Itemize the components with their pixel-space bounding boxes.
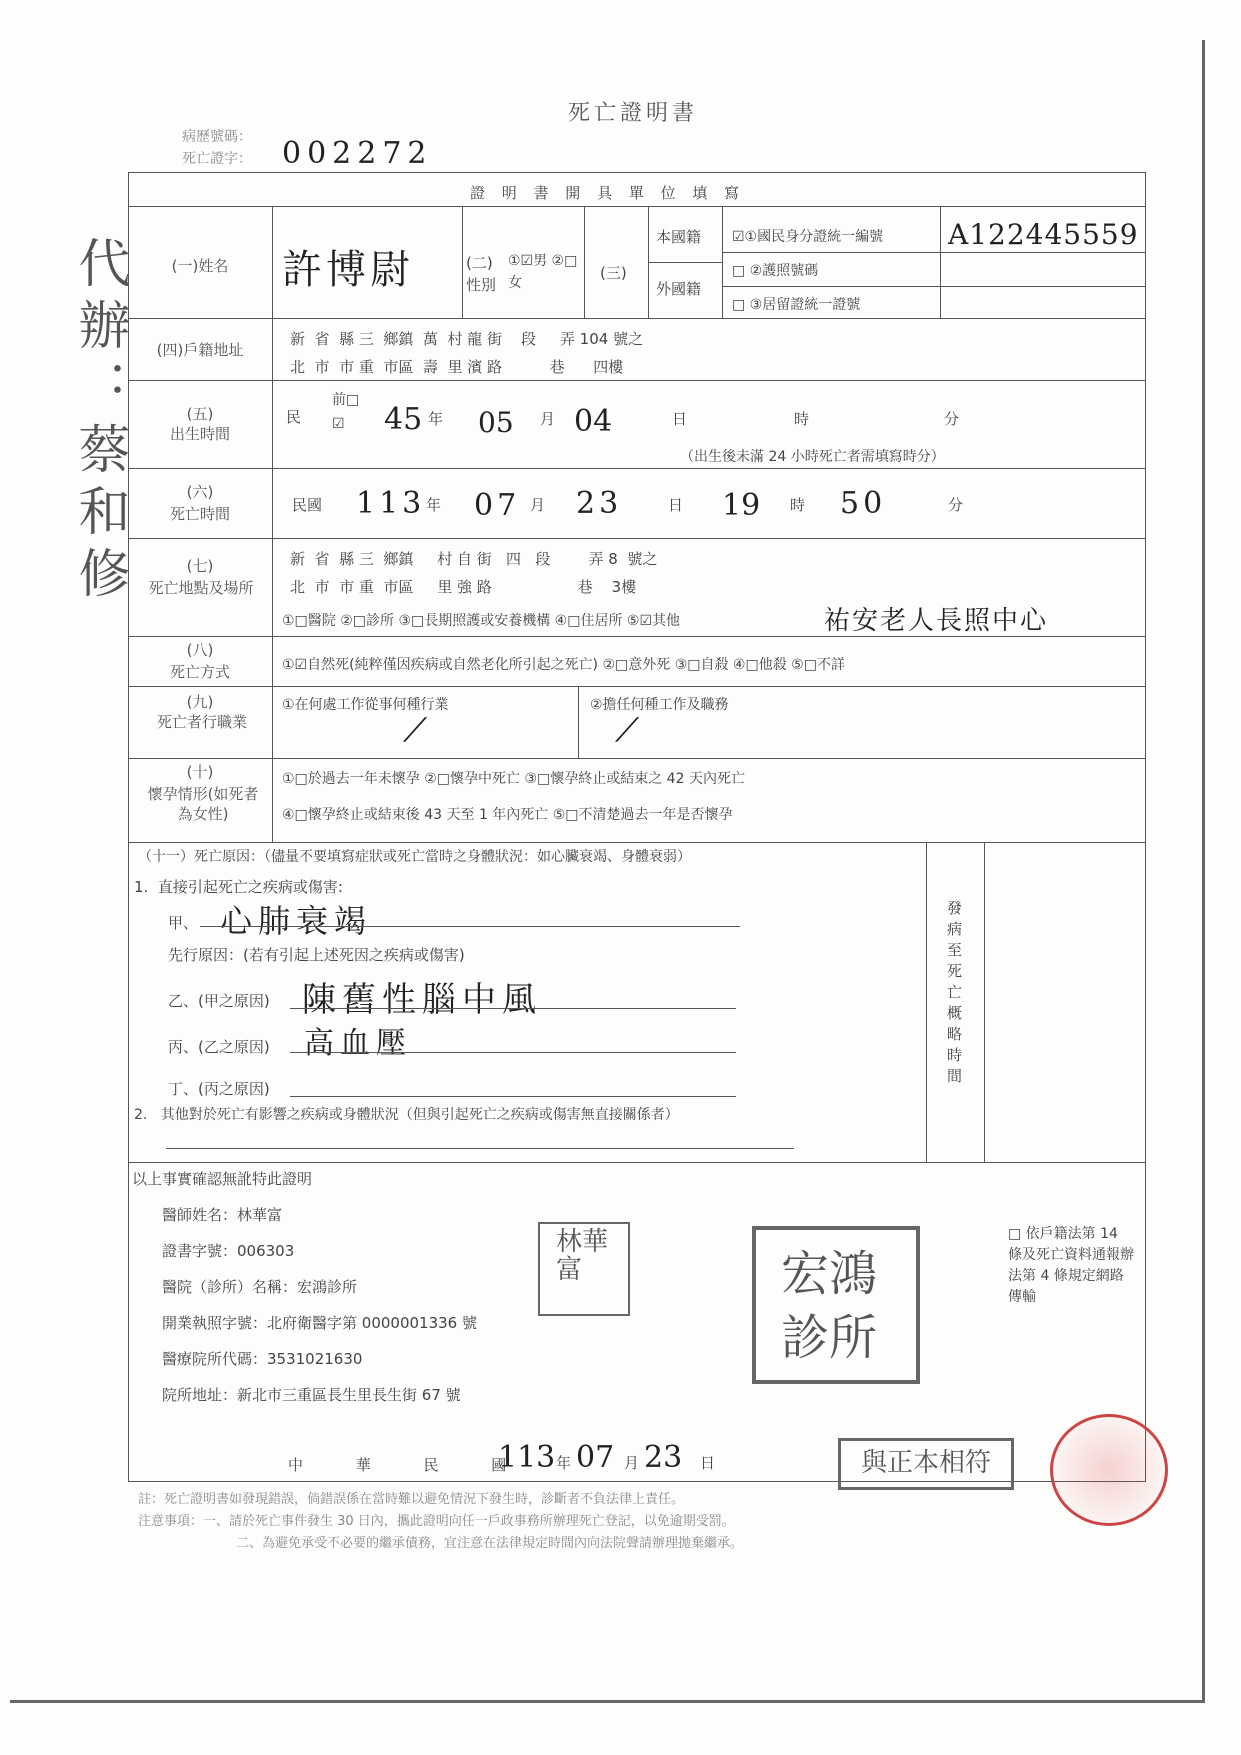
death-month: 07 — [474, 488, 521, 523]
issue-date-prefix: 中 華 民 國 — [288, 1456, 531, 1474]
death-place-line-2: 北 市 市 重 市區 里 強 路 巷 3樓 — [290, 578, 637, 596]
name-value: 許博尉 — [282, 247, 414, 293]
birth-month-unit: 月 — [540, 410, 556, 428]
manner-label: 死亡方式 — [169, 663, 230, 681]
cause-prior: 先行原因：(若有引起上述死因之疾病或傷害) — [168, 946, 465, 964]
certificate-no-value: 002272 — [282, 136, 433, 171]
doctor-name: 醫師姓名：林華富 — [162, 1206, 283, 1224]
issue-date-year-unit: 年 — [556, 1454, 572, 1472]
occupation-label: 死亡者行職業 — [156, 713, 247, 731]
birth-year: 45 — [384, 402, 423, 437]
cause-interval-label: 發病至死亡概略時間 — [945, 900, 963, 1089]
birth-minute-unit: 分 — [944, 410, 960, 428]
pregnancy-line-1: ①□於過去一年未懷孕 ②□懷孕中死亡 ③□懷孕終止或結束之 42 天內死亡 — [282, 771, 745, 787]
clinic-name: 醫院（診所）名稱：宏鴻診所 — [162, 1278, 358, 1296]
death-month-unit: 月 — [530, 496, 546, 514]
pregnancy-line-2: ④□懷孕終止或結束後 43 天至 1 年內死亡 ⑤□不清楚過去一年是否懷孕 — [282, 807, 733, 823]
cause-d-label: 丁、(丙之原因) — [168, 1080, 270, 1098]
death-day-unit: 日 — [668, 496, 684, 514]
death-time-label-no: (六) — [186, 483, 214, 501]
true-copy-stamp-text: 與正本相符 — [860, 1448, 991, 1478]
birth-label-no: (五) — [186, 405, 214, 423]
network-transmit-note: □ 依戶籍法第 14 條及死亡資料通報辦法第 4 條規定網路傳輸 — [1008, 1226, 1134, 1305]
native-label: 本國籍 — [656, 228, 702, 246]
household-label: (四)戶籍地址 — [156, 341, 244, 359]
nationality-label: (三) — [600, 264, 627, 282]
clinic-code: 醫療院所代碼：3531021630 — [162, 1350, 363, 1368]
gender-options: ①☑男 ②□女 — [508, 253, 578, 291]
cause-a-value: 心肺衰竭 — [220, 902, 373, 940]
death-place-label-no: (七) — [186, 557, 214, 575]
death-year-unit: 年 — [426, 496, 442, 514]
doctor-cert-no: 證書字號：006303 — [162, 1242, 295, 1260]
cause-c-value: 高血壓 — [304, 1026, 412, 1061]
cause-item-1: 1. 直接引起死亡之疾病或傷害: — [134, 878, 343, 896]
certify-statement: 以上事實確認無訛特此證明 — [132, 1170, 313, 1188]
clinic-address: 院所地址：新北市三重區長生里長生街 67 號 — [162, 1386, 461, 1404]
foreign-label: 外國籍 — [656, 280, 702, 298]
issue-date-day: 23 — [644, 1440, 683, 1475]
birth-note: （出生後未滿 24 小時死亡者需填寫時分） — [680, 449, 945, 465]
scan-edge-right — [1202, 40, 1205, 1700]
birth-hour-unit: 時 — [794, 410, 810, 428]
occupation-label-no: (九) — [186, 693, 214, 711]
agent-side-note: 代辦：蔡和修 — [69, 236, 129, 608]
cause-item-2: 2. 其他對於死亡有影響之疾病或身體狀況（但與引起死亡之疾病或傷害無直接關係者） — [134, 1107, 679, 1123]
manner-label-no: (八) — [186, 641, 214, 659]
death-hour: 19 — [722, 488, 761, 523]
death-time-label: 死亡時間 — [169, 505, 230, 523]
birth-prefix-options: 前□ ☑ — [332, 392, 360, 432]
issue-date-month: 07 — [576, 1440, 615, 1475]
red-seal — [1050, 1414, 1168, 1526]
id-value: A122445559 — [948, 218, 1139, 251]
name-label: (一)姓名 — [171, 257, 229, 275]
footnote-2: 注意事項：一、請於死亡事件發生 30 日內，攜此證明向任一戶政事務所辦理死亡登記，以免逾期受罰。 — [138, 1514, 735, 1529]
id-option-3: □ ③居留證統一證號 — [732, 297, 861, 313]
birth-day-unit: 日 — [672, 410, 688, 428]
death-place-line-1: 新 省 縣 三 鄉鎮 村 自 街 四 段 弄 8 號之 — [290, 550, 658, 568]
true-copy-stamp — [838, 1438, 1014, 1490]
footnote-3: 二、為避免承受不必要的繼承債務，宜注意在法律規定時間內向法院聲請辦理拋棄繼承。 — [236, 1536, 744, 1551]
birth-prefix: 民 — [286, 408, 302, 426]
death-place-other: 祐安老人長照中心 — [824, 606, 1049, 636]
id-option-1: ☑①國民身分證統一編號 — [732, 229, 884, 245]
gender-label-no: (二) — [466, 254, 493, 272]
occupation-q2: ②擔任何種工作及職務 — [590, 697, 729, 713]
doctor-seal-text: 林華富 — [556, 1227, 609, 1285]
death-year: 113 — [356, 486, 426, 521]
id-option-2: □ ②護照號碼 — [732, 263, 819, 279]
cause-title: （十一）死亡原因：（儘量不要填寫症狀或死亡當時之身體狀況：如心臟衰竭、身體衰弱） — [138, 849, 691, 865]
death-place-options: ①□醫院 ②□診所 ③□長期照護或安養機構 ④□住居所 ⑤☑其他 — [282, 613, 681, 629]
occupation-a1: / — [399, 712, 431, 747]
cause-a-label: 甲、 — [168, 914, 199, 932]
death-day: 23 — [576, 486, 623, 521]
death-place-label: 死亡地點及場所 — [148, 579, 254, 597]
clinic-seal — [752, 1226, 920, 1384]
gender-label: 性別 — [466, 276, 497, 294]
footnote-1: 註：死亡證明書如發現錯誤，倘錯誤係在當時難以避免情況下發生時，診斷者不負法律上責任。 — [138, 1492, 685, 1507]
cause-b-value: 陳舊性腦中風 — [302, 980, 542, 1020]
doctor-seal — [538, 1222, 630, 1316]
birth-day: 04 — [574, 404, 613, 439]
death-minute: 50 — [840, 486, 887, 521]
chart-number-label: 病歷號碼： — [182, 129, 252, 145]
pregnancy-label: 懷孕情形(如死者為女性) — [147, 785, 259, 823]
section-header: 證 明 書 開 具 單 位 填 寫 — [470, 184, 746, 202]
document-title: 死亡證明書 — [568, 101, 699, 126]
manner-options: ①☑自然死(純粹僅因疾病或自然老化所引起之死亡) ②□意外死 ③□自殺 ④□他殺 ⑤□不詳 — [282, 657, 845, 673]
birth-label: 出生時間 — [169, 425, 230, 443]
certificate-no-label: 死亡證字： — [182, 151, 252, 167]
death-prefix: 民國 — [292, 496, 323, 514]
scan-edge-bottom — [10, 1700, 1205, 1703]
birth-month: 05 — [478, 406, 514, 439]
household-line-2: 北 市 市 重 市區 壽 里 濱 路 巷 四樓 — [290, 358, 624, 376]
cause-b-label: 乙、(甲之原因) — [168, 992, 270, 1010]
birth-year-unit: 年 — [428, 410, 444, 428]
clinic-seal-text: 宏鴻診所 — [781, 1246, 878, 1366]
cause-c-label: 丙、(乙之原因) — [168, 1038, 270, 1056]
occupation-q1: ①在何處工作從事何種行業 — [282, 697, 449, 713]
pregnancy-label-no: (十) — [186, 763, 214, 781]
issue-date-year: 113 — [498, 1440, 556, 1475]
occupation-a2: / — [611, 712, 643, 747]
death-minute-unit: 分 — [948, 496, 964, 514]
death-hour-unit: 時 — [790, 496, 806, 514]
clinic-license: 開業執照字號：北府衛醫字第 0000001336 號 — [162, 1314, 477, 1332]
issue-date-day-unit: 日 — [700, 1454, 716, 1472]
household-line-1: 新 省 縣 三 鄉鎮 萬 村 龍 街 段 弄 104 號之 — [290, 330, 644, 348]
issue-date-month-unit: 月 — [624, 1454, 640, 1472]
